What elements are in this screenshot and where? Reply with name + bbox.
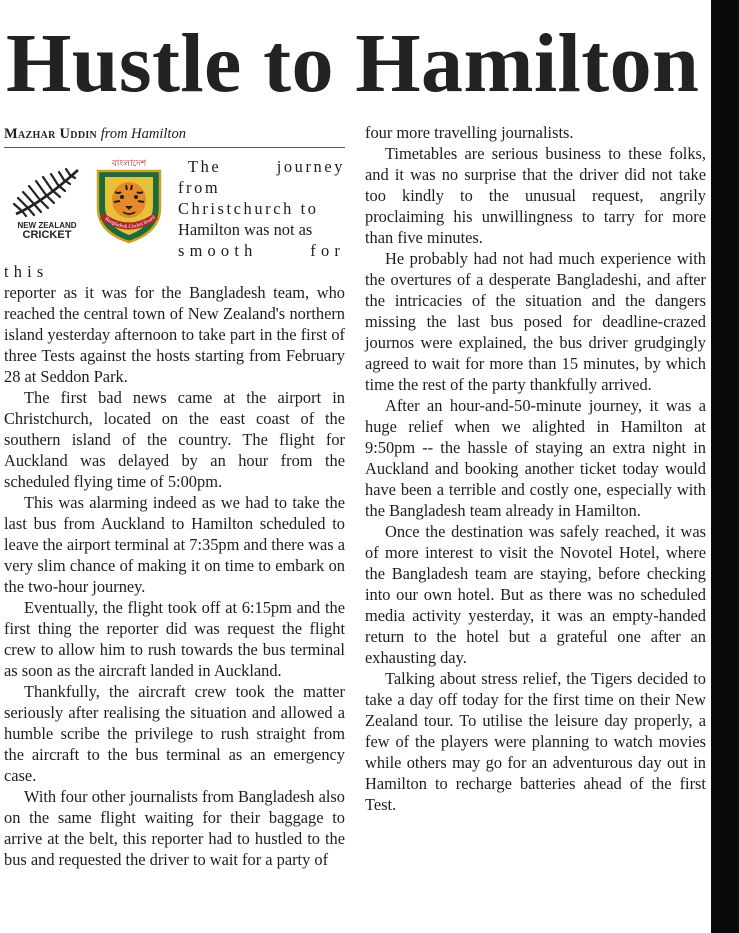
paragraph-6-continued: four more travelling journalists.	[365, 123, 574, 142]
paragraph-7: Timetables are serious business to these folks, and it was no surprise that the driver did not take too kindly to the unusual request, angrily proclaiming his unwillingness to tarry for more than five minutes.	[365, 144, 706, 247]
paragraph-6: With four other journalists from Bangladesh also on the same flight waiting for their baggage to arrive at the belt, this reporter had to hustled to the bus and requested the driver to wait for a party of	[4, 787, 345, 869]
paragraph-2: The first bad news came at the airport in Christchurch, located on the east coast of the southern island of the country. The flight for Auckland was delayed by an hour from the scheduled flying time of 5:00pm.	[4, 388, 345, 491]
logo-block	[4, 156, 174, 242]
paragraph-4: Eventually, the flight took off at 6:15pm and the first thing the reporter did was request the flight crew to allow him to rush towards the bus terminal as soon as the aircraft landed in Auckland.	[4, 598, 345, 680]
paragraph-5: Thankfully, the aircraft crew took the matter seriously after realising the situation and allowed a humble scribe the privilege to rush straight from the aircraft to the bus terminal as an emergency case.	[4, 682, 345, 785]
bcb-ring-text: Bangladesh Cricket Board	[103, 214, 157, 231]
tiger-crest-icon	[88, 156, 170, 244]
article-column-1	[4, 122, 345, 870]
paragraph-3: This was alarming indeed as we had to take the last bus from Auckland to Hamilton scheduled to leave the airport terminal at 7:35pm and there was a very slim chance of making it on time to embark on the two-hour journey.	[4, 493, 345, 596]
paragraph-1-line-2: Christchurch to	[178, 199, 319, 218]
paragraph-1-rest: reporter as it was for the Bangladesh team, who reached the central town of New Zealand's northern island yesterday afternoon to take part in the first of three Tests against the hosts starting from February 28 at Seddon Park.	[4, 283, 345, 386]
byline	[4, 122, 345, 148]
nz-cricket-line2: CRICKET	[22, 229, 72, 238]
paragraph-10: Once the destination was safely reached, it was of more interest to visit the Novotel Hotel, where the Bangladesh team are staying, before checking into our own hotel. But as there was no scheduled media activity yesterday, it was an empty-handed return to the hotel but a grateful one after an exhausting day.	[365, 522, 706, 667]
paragraph-11: Talking about stress relief, the Tigers decided to take a day off today for the first time on their New Zealand tour. To utilise the leisure day properly, a few of the players were planning to watch movies while others may go for an adventurous day out in Hamilton to recharge batteries ahead of the first Test.	[365, 669, 706, 814]
paragraph-1-line-4: smooth for this	[4, 241, 345, 281]
byline-author: Mazhar Uddin	[4, 126, 98, 142]
paragraph-1-line-1: The journey from	[178, 157, 345, 197]
paragraph-1-line-3: Hamilton was not as	[178, 220, 313, 239]
silver-fern-icon	[8, 164, 86, 238]
paragraph-9: After an hour-and-50-minute journey, it was a huge relief when we alighted in Hamilton at 9:50pm -- the hassle of staying an extra night in Auckland and booking another ticket today would have been a terrible and costly one, especially with the Bangladesh team already in Hamilton.	[365, 396, 706, 520]
headline: Hustle to Hamilton	[6, 17, 700, 110]
bcb-top-text: বাংলাদেশ	[111, 159, 147, 169]
byline-location: from Hamilton	[100, 126, 186, 142]
paragraph-8: He probably had not had much experience with the overtures of a desperate Bangladeshi, and after the intricacies of the situation and the dangers missing the last bus posed for deadline-crazed journos were explained, the bus driver grudgingly agreed to wait for more than 15 minutes, by which time the rest of the party thankfully arrived.	[365, 249, 706, 394]
article-column-2	[365, 122, 706, 815]
page-edge-bar	[711, 0, 739, 933]
nz-cricket-line1: NEW ZEALAND	[17, 221, 77, 230]
